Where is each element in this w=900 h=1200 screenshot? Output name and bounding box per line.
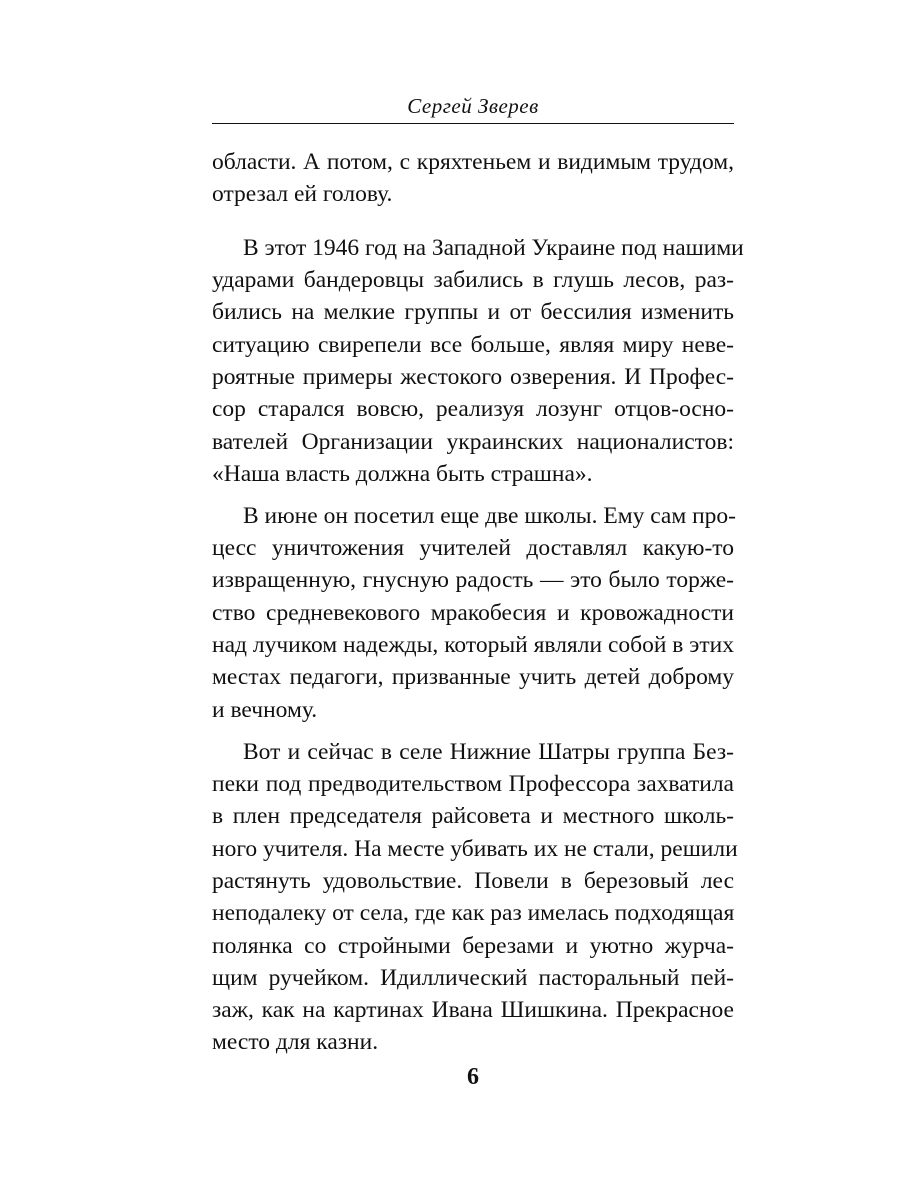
- text-line: ситуацию свирепели все больше, являя миру неве-: [212, 332, 734, 358]
- text-line: ство средневекового мракобесия и кровожадности: [212, 600, 734, 626]
- text-line: полянка со стройными березами и уютно журча-: [212, 933, 734, 959]
- text-line: растянуть удовольствие. Повели в березовый лес: [212, 868, 734, 894]
- text-line: вателей Организации украинских националистов:: [212, 429, 734, 455]
- text-line: В этот 1946 год на Западной Украине под нашими: [243, 235, 744, 261]
- text-line: ударами бандеровцы забились в глушь лесов, раз-: [212, 267, 734, 293]
- text-line: заж, как на картинах Ивана Шишкина. Прекрасное: [212, 997, 734, 1023]
- text-line: сор старался вовсю, реализуя лозунг отцов-осно-: [212, 396, 734, 422]
- text-line: «Наша власть должна быть страшна».: [212, 461, 593, 487]
- text-line: Вот и сейчас в селе Нижние Шатры группа Без-: [243, 739, 734, 765]
- text-line: место для казни.: [212, 1029, 379, 1055]
- text-line: отрезал ей голову.: [212, 181, 393, 207]
- text-line: цесс уничтожения учителей доставлял какую-то: [212, 535, 734, 561]
- text-line: и вечному.: [212, 697, 318, 723]
- text-line: щим ручейком. Идиллический пасторальный пей-: [212, 965, 734, 991]
- text-line: пеки под предводительством Профессора захватила: [212, 771, 734, 797]
- text-line: местах педагоги, призванные учить детей доброму: [212, 664, 734, 690]
- text-line: области. А потом, с кряхтеньем и видимым трудом,: [212, 149, 734, 175]
- text-line: В июне он посетил еще две школы. Ему сам про-: [243, 503, 736, 529]
- header-rule: [212, 123, 734, 124]
- text-line: бились на мелкие группы и от бессилия изменить: [212, 299, 734, 325]
- text-line: извращенную, гнусную радость — это было торже-: [212, 567, 734, 593]
- text-line: роятные примеры жестокого озверения. И Профес-: [212, 364, 734, 390]
- text-line: в плен председателя райсовета и местного школь-: [212, 803, 734, 829]
- text-line: над лучиком надежды, который являли собой в этих: [212, 632, 734, 658]
- running-head: Сергей Зверев: [407, 94, 539, 118]
- page-number: 6: [467, 1064, 479, 1090]
- text-line: неподалеку от села, где как раз имелась подходящая: [212, 900, 735, 926]
- text-line: ного учителя. На месте убивать их не стали, решили: [212, 836, 738, 862]
